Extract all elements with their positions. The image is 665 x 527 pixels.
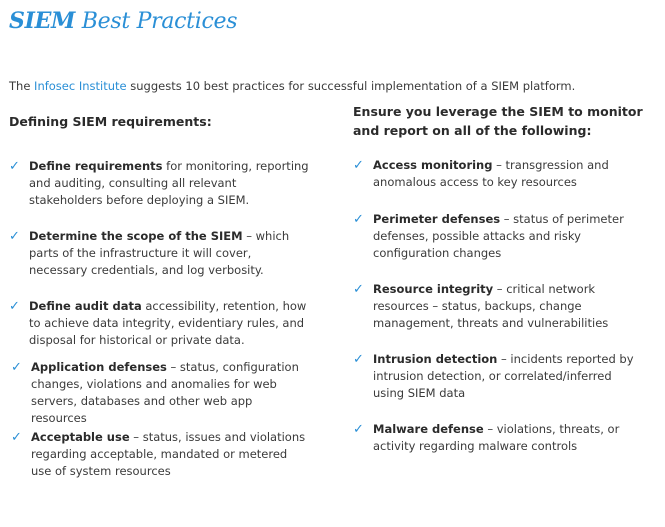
item-text: – which parts of the infrastructure it will cover, necessary credentials, and log verbosity. [29,229,290,277]
item-text: accessibility, retention, how to achieve data integrity, evidentiary rules, and disposal for historical or private data. [29,299,307,347]
right-column-heading: Ensure you leverage the SIEM to monitor and report on all of the following: [353,104,643,138]
list-item [9,158,309,209]
item-text: – status of perimeter defenses, possible attacks and risky configuration changes [373,212,624,260]
item-text: for monitoring, reporting and auditing, consulting all relevant stakeholders before deploying a SIEM. [29,159,309,207]
list-item [353,211,638,262]
item-lead: Define audit data [29,299,142,313]
item-text: – transgression and anomalous access to key resources [373,158,609,189]
list-item [353,421,643,455]
list-item [11,429,311,480]
item-lead: Acceptable use [31,430,130,444]
checkmark-icon: ✓ [11,430,22,445]
checkmark-icon: ✓ [9,229,20,244]
title-rest: Best Practices [75,9,238,34]
list-item [9,228,309,279]
infosec-institute-link[interactable]: Infosec Institute [34,79,127,93]
item-text: – status, issues and violations regarding acceptable, mandated or metered use of system resources [31,430,306,478]
intro-text-before: The [9,79,35,93]
checkmark-icon: ✓ [353,282,364,297]
item-lead: Determine the scope of the SIEM [29,229,243,243]
list-item [353,281,643,332]
item-lead: Application defenses [31,360,167,374]
item-text: – violations, threats, or activity regarding malware controls [373,422,620,453]
item-lead: Resource integrity [373,282,494,296]
checkmark-icon: ✓ [9,299,20,314]
item-lead: Define requirements [29,159,163,173]
checkmark-icon: ✓ [353,422,364,437]
checkmark-icon: ✓ [353,352,364,367]
page-title [9,8,237,34]
checkmark-icon: ✓ [11,360,22,375]
left-column-heading: Defining SIEM requirements: [9,114,212,129]
title-strong: SIEM [9,8,76,34]
item-lead: Intrusion detection [373,352,498,366]
list-item [11,359,311,427]
item-text: – status, configuration changes, violations and anomalies for web servers, databases and other web app resources [31,360,299,425]
checkmark-icon: ✓ [353,212,364,227]
list-item [353,351,643,402]
item-lead: Access monitoring [373,158,493,172]
item-lead: Perimeter defenses [373,212,501,226]
list-item [9,298,309,349]
list-item [353,157,638,191]
checkmark-icon: ✓ [353,158,364,173]
checkmark-icon: ✓ [9,159,20,174]
item-text: – incidents reported by intrusion detection, or correlated/inferred using SIEM data [373,352,634,400]
intro-text-after: suggests 10 best practices for successful implementation of a SIEM platform. [126,79,576,93]
item-lead: Malware defense [373,422,484,436]
item-text: – critical network resources – status, backups, change management, threats and vulnerabilities [373,282,609,330]
intro-paragraph [9,79,575,93]
